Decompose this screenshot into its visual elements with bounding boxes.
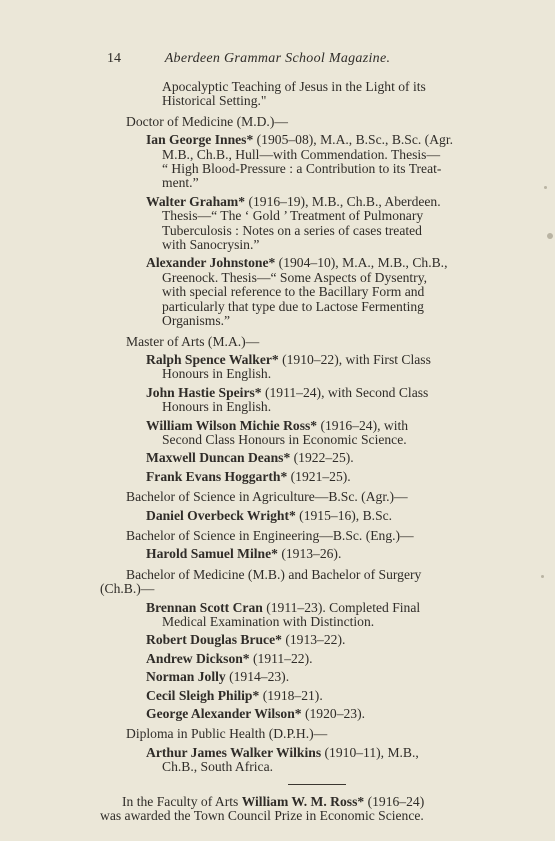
graduate-name: George Alexander Wilson*: [146, 706, 302, 722]
entry-continuation: Ch.B., South Africa.: [162, 759, 274, 775]
section-heading: Diploma in Public Health (D.P.H.)—: [126, 726, 328, 742]
entry-detail: (1916–24), with: [317, 417, 409, 433]
entry-continuation: M.B., Ch.B., Hull—with Commendation. Thesis—: [162, 146, 441, 162]
entry-continuation: Greenock. Thesis—“ Some Aspects of Dysentry,: [162, 269, 428, 285]
prize-note-line: was awarded the Town Council Prize in Economic Science.: [100, 808, 424, 824]
entry-detail: (1911–22).: [249, 650, 313, 666]
entry-first-line: [100, 547, 480, 561]
graduate-entry: [100, 419, 480, 448]
entry-detail: (1904–10), M.A., M.B., Ch.B.,: [275, 255, 448, 271]
prize-note-pre: In the Faculty of Arts: [122, 793, 242, 809]
intro-paragraph: [100, 80, 480, 109]
degree-section: [100, 727, 480, 774]
section-heading: Bachelor of Science in Agriculture—B.Sc. (Agr.)—: [126, 489, 408, 505]
entry-detail: (1913–22).: [281, 632, 346, 648]
page-header: [0, 52, 555, 70]
degree-section: [100, 490, 480, 523]
entry-continuation: Medical Examination with Distinction.: [162, 614, 375, 629]
section-heading-cont: (Ch.B.)—: [100, 581, 155, 597]
degree-section: [100, 335, 480, 485]
degree-section: [100, 115, 480, 329]
page-number: 14: [107, 51, 121, 66]
entry-detail: (1913–26).: [277, 546, 342, 562]
graduate-name: Walter Graham*: [146, 193, 246, 209]
intro-line: Apocalyptic Teaching of Jesus in the Light of its: [162, 79, 426, 94]
entry-continuation: with special reference to the Bacillary Form and: [162, 284, 425, 300]
entry-first-line: [100, 353, 480, 367]
paper-blemish: [541, 575, 544, 578]
section-heading: Bachelor of Medicine (M.B.) and Bachelor of Surgery: [126, 566, 422, 582]
entry-detail: (1910–11), M.B.,: [321, 744, 419, 760]
prize-note: [100, 795, 480, 824]
graduate-name: Arthur James Walker Wilkins: [146, 744, 322, 760]
graduate-entry: [100, 386, 480, 415]
graduate-entry: [100, 652, 480, 666]
graduate-name: Harold Samuel Milne*: [146, 546, 278, 562]
entry-continuation: Thesis—“ The ‘ Gold ’ Treatment of Pulmonary: [162, 208, 424, 224]
entry-continuation: with Sanocrysin.”: [162, 237, 260, 253]
graduate-entry: [100, 470, 480, 484]
graduate-name: William Wilson Michie Ross*: [146, 417, 318, 433]
graduate-name: Cecil Sleigh Philip*: [146, 687, 260, 703]
entry-continuation: Honours in English.: [162, 366, 272, 382]
entry-first-line: [100, 689, 480, 703]
entry-detail: (1916–19), M.B., Ch.B., Aberdeen.: [245, 193, 441, 209]
graduate-entry: [100, 256, 480, 328]
entry-first-line: [100, 195, 480, 209]
entry-first-line: [100, 256, 480, 270]
graduate-entry: [100, 689, 480, 703]
graduate-name: John Hastie Speirs*: [146, 384, 262, 400]
entry-detail: (1921–25).: [287, 468, 351, 484]
entry-first-line: [100, 652, 480, 666]
graduate-entry: [100, 670, 480, 684]
graduate-entry: [100, 133, 480, 191]
entry-continuation: particularly that type due to Lactose Fermenting: [162, 298, 424, 314]
entry-first-line: [100, 707, 480, 721]
entry-detail: (1915–16), B.Sc.: [295, 507, 393, 523]
entry-first-line: [100, 509, 480, 523]
entry-detail: (1914–23).: [225, 669, 290, 685]
entry-first-line: [100, 419, 480, 433]
entry-detail: (1922–25).: [290, 450, 354, 466]
running-title: Aberdeen Grammar School Magazine.: [164, 51, 391, 66]
entry-first-line: [100, 746, 480, 760]
separator-rule: [288, 784, 346, 785]
paper-blemish: [544, 186, 547, 189]
entry-first-line: [100, 386, 480, 400]
graduate-entry: [100, 633, 480, 647]
entry-first-line: [100, 670, 480, 684]
graduate-entry: [100, 601, 480, 630]
degree-section: [100, 529, 480, 562]
entry-detail: (1911–23). Completed Final: [262, 599, 421, 615]
entry-detail: (1911–24), with Second Class: [261, 384, 429, 400]
entry-continuation: Tuberculosis : Notes on a series of cases treated: [162, 222, 422, 238]
graduate-entry: [100, 451, 480, 465]
degree-section: [100, 568, 480, 722]
entry-first-line: [100, 470, 480, 484]
entry-continuation: Organisms.”: [162, 313, 231, 329]
page-body: [100, 80, 480, 823]
graduate-name: Daniel Overbeck Wright*: [146, 507, 296, 523]
entry-first-line: [100, 133, 480, 147]
graduate-name: Norman Jolly: [146, 669, 226, 685]
graduate-name: Robert Douglas Bruce*: [146, 632, 282, 648]
graduate-entry: [100, 509, 480, 523]
graduate-name: Brennan Scott Cran: [146, 599, 263, 615]
entry-detail: (1905–08), M.A., B.Sc., B.Sc. (Agr.: [253, 132, 454, 148]
prize-note-post: (1916–24): [364, 793, 425, 809]
graduate-name: Ralph Spence Walker*: [146, 351, 279, 367]
entry-continuation: ment.”: [162, 175, 199, 191]
entry-continuation: “ High Blood-Pressure : a Contribution to its Treat-: [162, 161, 442, 177]
section-heading: Bachelor of Science in Engineering—B.Sc. (Eng.)—: [126, 527, 414, 543]
section-heading: Doctor of Medicine (M.D.)—: [126, 113, 288, 129]
prize-note-name: William W. M. Ross*: [241, 793, 365, 809]
paper-blemish: [547, 233, 553, 239]
graduate-entry: [100, 547, 480, 561]
entry-continuation: Honours in English.: [162, 399, 272, 415]
entry-continuation: Second Class Honours in Economic Science.: [162, 431, 407, 447]
section-heading: Master of Arts (M.A.)—: [126, 333, 260, 349]
graduate-name: Alexander Johnstone*: [146, 255, 276, 271]
graduate-name: Maxwell Duncan Deans*: [146, 450, 291, 466]
graduate-entry: [100, 746, 480, 775]
graduate-entry: [100, 707, 480, 721]
entry-detail: (1910–22), with First Class: [278, 351, 431, 367]
graduate-name: Ian George Innes*: [146, 132, 254, 148]
graduate-name: Andrew Dickson*: [146, 650, 250, 666]
entry-first-line: [100, 633, 480, 647]
entry-first-line: [100, 601, 480, 615]
entry-first-line: [100, 451, 480, 465]
graduate-entry: [100, 353, 480, 382]
degree-sections: [100, 115, 480, 775]
intro-line: Historical Setting.": [162, 93, 267, 109]
entry-detail: (1920–23).: [301, 706, 366, 722]
graduate-entry: [100, 195, 480, 253]
graduate-name: Frank Evans Hoggarth*: [146, 468, 288, 484]
entry-detail: (1918–21).: [259, 687, 323, 703]
